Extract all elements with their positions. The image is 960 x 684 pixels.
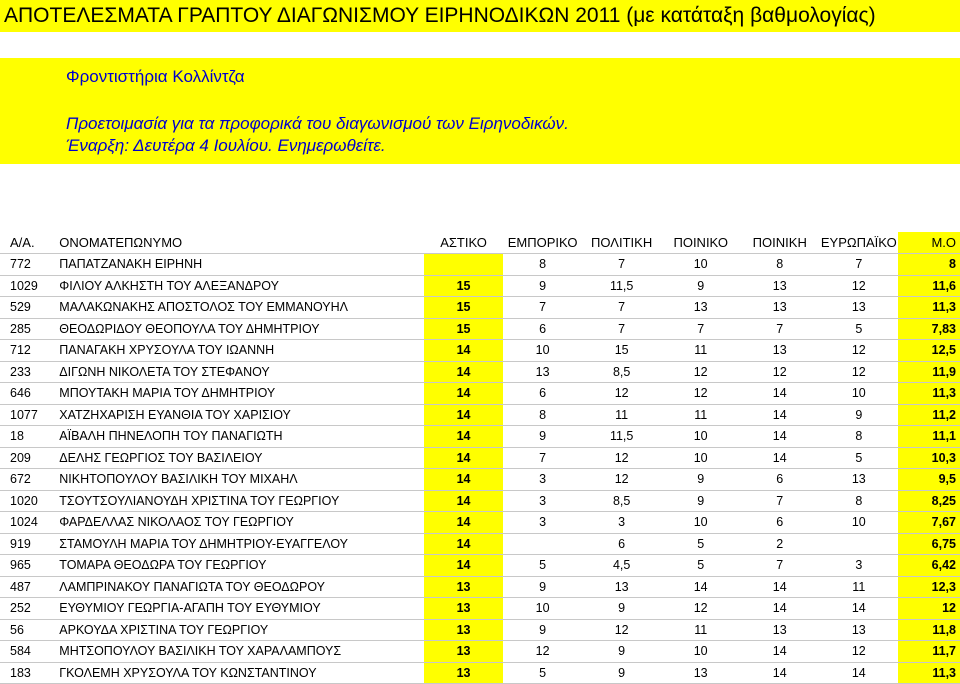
cell-poiniki: 14	[740, 662, 819, 684]
cell-astiko: 14	[424, 490, 503, 512]
table-row	[0, 318, 960, 340]
cell-name: ΠΑΠΑΤΖΑΝΑΚΗ ΕΙΡΗΝΗ	[49, 254, 424, 276]
cell-poiniki: 6	[740, 512, 819, 534]
table-row	[0, 533, 960, 555]
cell-name: ΓΚΟΛΕΜΗ ΧΡΥΣΟΥΛΑ ΤΟΥ ΚΩΝΣΤΑΝΤΙΝΟΥ	[49, 662, 424, 684]
cell-evropaiko: 13	[819, 469, 898, 491]
cell-id: 772	[0, 254, 49, 276]
table-row	[0, 447, 960, 469]
cell-politiki: 12	[582, 447, 661, 469]
cell-name: ΣΤΑΜΟΥΛΗ ΜΑΡΙΑ ΤΟΥ ΔΗΜΗΤΡΙΟΥ-ΕΥΑΓΓΕΛΟΥ	[49, 533, 424, 555]
cell-name: ΘΕΟΔΩΡΙΔΟΥ ΘΕΟΠΟΥΛΑ ΤΟΥ ΔΗΜΗΤΡΙΟΥ	[49, 318, 424, 340]
notice-line-2: Προετοιμασία για τα προφορικά του διαγωνισμού των Ειρηνοδικών.	[66, 114, 569, 133]
cell-evropaiko: 14	[819, 598, 898, 620]
cell-poiniki: 14	[740, 383, 819, 405]
page-title: ΑΠΟΤΕΛΕΣΜΑΤΑ ΓΡΑΠΤΟΥ ΔΙΑΓΩΝΙΣΜΟΥ ΕΙΡΗΝΟΔΙΚΩΝ 2011 (με κατάταξη βαθμολογίας)	[0, 0, 960, 32]
cell-name: ΑΡΚΟΥΔΑ ΧΡΙΣΤΙΝΑ ΤΟΥ ΓΕΩΡΓΙΟΥ	[49, 619, 424, 641]
cell-mo: 12,3	[898, 576, 960, 598]
cell-poiniki: 7	[740, 555, 819, 577]
cell-poiniki: 7	[740, 318, 819, 340]
cell-mo: 6,75	[898, 533, 960, 555]
notice-banner	[0, 58, 960, 164]
table-row	[0, 641, 960, 663]
cell-emporiko: 9	[503, 275, 582, 297]
col-header-astiko: ΑΣΤΙΚΟ	[424, 232, 503, 254]
cell-politiki: 11,5	[582, 275, 661, 297]
cell-astiko: 15	[424, 275, 503, 297]
cell-mo: 11,8	[898, 619, 960, 641]
cell-id: 672	[0, 469, 49, 491]
table-row	[0, 340, 960, 362]
cell-name: ΜΗΤΣΟΠΟΥΛΟΥ ΒΑΣΙΛΙΚΗ ΤΟΥ ΧΑΡΑΛΑΜΠΟΥΣ	[49, 641, 424, 663]
cell-politiki: 9	[582, 598, 661, 620]
cell-astiko: 14	[424, 447, 503, 469]
cell-astiko: 13	[424, 662, 503, 684]
cell-mo: 12	[898, 598, 960, 620]
cell-politiki: 3	[582, 512, 661, 534]
cell-emporiko: 9	[503, 619, 582, 641]
col-header-id: Α/Α.	[0, 232, 49, 254]
table-row	[0, 254, 960, 276]
col-header-evropaiko: ΕΥΡΩΠΑΪΚΟ	[819, 232, 898, 254]
cell-mo: 11,7	[898, 641, 960, 663]
cell-poiniki: 13	[740, 297, 819, 319]
cell-poiniko: 7	[661, 318, 740, 340]
results-table	[0, 232, 960, 684]
cell-poiniko: 13	[661, 662, 740, 684]
table-row	[0, 512, 960, 534]
cell-emporiko: 3	[503, 512, 582, 534]
cell-astiko	[424, 254, 503, 276]
cell-poiniki: 7	[740, 490, 819, 512]
cell-politiki: 8,5	[582, 490, 661, 512]
cell-id: 712	[0, 340, 49, 362]
table-row	[0, 469, 960, 491]
cell-id: 1020	[0, 490, 49, 512]
cell-id: 1077	[0, 404, 49, 426]
cell-mo: 11,3	[898, 297, 960, 319]
cell-poiniko: 14	[661, 576, 740, 598]
cell-emporiko: 7	[503, 447, 582, 469]
table-row	[0, 361, 960, 383]
cell-name: ΜΑΛΑΚΩΝΑΚΗΣ ΑΠΟΣΤΟΛΟΣ ΤΟΥ ΕΜΜΑΝΟΥΗΛ	[49, 297, 424, 319]
cell-emporiko: 10	[503, 340, 582, 362]
cell-poiniki: 14	[740, 426, 819, 448]
cell-emporiko: 3	[503, 469, 582, 491]
cell-id: 919	[0, 533, 49, 555]
cell-politiki: 7	[582, 254, 661, 276]
cell-evropaiko: 5	[819, 318, 898, 340]
cell-politiki: 4,5	[582, 555, 661, 577]
cell-astiko: 13	[424, 619, 503, 641]
cell-emporiko: 12	[503, 641, 582, 663]
cell-name: ΛΑΜΠΡΙΝΑΚΟΥ ΠΑΝΑΓΙΩΤΑ ΤΟΥ ΘΕΟΔΩΡΟΥ	[49, 576, 424, 598]
cell-politiki: 9	[582, 662, 661, 684]
col-header-emporiko: ΕΜΠΟΡΙΚΟ	[503, 232, 582, 254]
cell-evropaiko: 14	[819, 662, 898, 684]
cell-poiniko: 11	[661, 619, 740, 641]
cell-name: ΧΑΤΖΗΧΑΡΙΣΗ ΕΥΑΝΘΙΑ ΤΟΥ ΧΑΡΙΣΙΟΥ	[49, 404, 424, 426]
cell-poiniki: 14	[740, 404, 819, 426]
cell-poiniko: 11	[661, 404, 740, 426]
cell-poiniko: 12	[661, 383, 740, 405]
cell-astiko: 13	[424, 598, 503, 620]
cell-astiko: 13	[424, 576, 503, 598]
cell-politiki: 11,5	[582, 426, 661, 448]
cell-astiko: 15	[424, 318, 503, 340]
col-header-politiki: ΠΟΛΙΤΙΚΗ	[582, 232, 661, 254]
cell-emporiko: 8	[503, 404, 582, 426]
cell-id: 56	[0, 619, 49, 641]
cell-id: 18	[0, 426, 49, 448]
table-row	[0, 297, 960, 319]
cell-mo: 11,9	[898, 361, 960, 383]
cell-id: 1029	[0, 275, 49, 297]
table-row	[0, 275, 960, 297]
cell-poiniko: 10	[661, 641, 740, 663]
cell-politiki: 7	[582, 297, 661, 319]
cell-evropaiko: 10	[819, 512, 898, 534]
table-row	[0, 490, 960, 512]
cell-politiki: 7	[582, 318, 661, 340]
cell-mo: 7,83	[898, 318, 960, 340]
cell-evropaiko: 8	[819, 490, 898, 512]
cell-astiko: 14	[424, 426, 503, 448]
cell-mo: 8,25	[898, 490, 960, 512]
cell-evropaiko	[819, 533, 898, 555]
cell-politiki: 12	[582, 469, 661, 491]
cell-politiki: 8,5	[582, 361, 661, 383]
cell-poiniko: 12	[661, 361, 740, 383]
cell-emporiko: 6	[503, 318, 582, 340]
cell-name: ΠΑΝΑΓΑΚΗ ΧΡΥΣΟΥΛΑ ΤΟΥ ΙΩΑΝΝΗ	[49, 340, 424, 362]
cell-emporiko: 3	[503, 490, 582, 512]
cell-politiki: 13	[582, 576, 661, 598]
cell-politiki: 9	[582, 641, 661, 663]
cell-poiniki: 12	[740, 361, 819, 383]
cell-politiki: 12	[582, 383, 661, 405]
col-header-poiniko: ΠΟΙΝΙΚΟ	[661, 232, 740, 254]
cell-emporiko: 5	[503, 662, 582, 684]
cell-name: ΜΠΟΥΤΑΚΗ ΜΑΡΙΑ ΤΟΥ ΔΗΜΗΤΡΙΟΥ	[49, 383, 424, 405]
cell-politiki: 15	[582, 340, 661, 362]
cell-astiko: 14	[424, 361, 503, 383]
cell-astiko: 15	[424, 297, 503, 319]
header-row	[0, 232, 960, 254]
cell-mo: 11,2	[898, 404, 960, 426]
cell-id: 584	[0, 641, 49, 663]
cell-mo: 11,6	[898, 275, 960, 297]
cell-emporiko: 10	[503, 598, 582, 620]
col-header-mo: Μ.Ο	[898, 232, 960, 254]
cell-evropaiko: 13	[819, 619, 898, 641]
cell-id: 252	[0, 598, 49, 620]
table-row	[0, 426, 960, 448]
cell-poiniko: 5	[661, 555, 740, 577]
cell-mo: 7,67	[898, 512, 960, 534]
table-row	[0, 555, 960, 577]
cell-poiniko: 9	[661, 469, 740, 491]
cell-id: 233	[0, 361, 49, 383]
cell-name: ΤΟΜΑΡΑ ΘΕΟΔΩΡΑ ΤΟΥ ΓΕΩΡΓΙΟΥ	[49, 555, 424, 577]
cell-name: ΕΥΘΥΜΙΟΥ ΓΕΩΡΓΙΑ-ΑΓΑΠΗ ΤΟΥ ΕΥΘΥΜΙΟΥ	[49, 598, 424, 620]
cell-poiniko: 12	[661, 598, 740, 620]
cell-emporiko: 8	[503, 254, 582, 276]
cell-poiniko: 9	[661, 275, 740, 297]
cell-emporiko: 13	[503, 361, 582, 383]
cell-id: 285	[0, 318, 49, 340]
table-row	[0, 404, 960, 426]
table-row	[0, 662, 960, 684]
cell-id: 965	[0, 555, 49, 577]
cell-poiniko: 13	[661, 297, 740, 319]
table-row	[0, 598, 960, 620]
cell-mo: 11,1	[898, 426, 960, 448]
cell-evropaiko: 12	[819, 340, 898, 362]
cell-poiniki: 13	[740, 619, 819, 641]
cell-evropaiko: 9	[819, 404, 898, 426]
cell-name: ΝΙΚΗΤΟΠΟΥΛΟΥ ΒΑΣΙΛΙΚΗ ΤΟΥ ΜΙΧΑΗΛ	[49, 469, 424, 491]
cell-politiki: 12	[582, 619, 661, 641]
cell-id: 1024	[0, 512, 49, 534]
col-header-name: ΟΝΟΜΑΤΕΠΩΝΥΜΟ	[49, 232, 424, 254]
cell-name: ΑΪΒΑΛΗ ΠΗΝΕΛΟΠΗ ΤΟΥ ΠΑΝΑΓΙΩΤΗ	[49, 426, 424, 448]
cell-astiko: 14	[424, 340, 503, 362]
cell-id: 209	[0, 447, 49, 469]
cell-astiko: 14	[424, 512, 503, 534]
cell-poiniki: 13	[740, 275, 819, 297]
table-row	[0, 619, 960, 641]
cell-astiko: 14	[424, 404, 503, 426]
cell-poiniki: 14	[740, 641, 819, 663]
cell-evropaiko: 10	[819, 383, 898, 405]
cell-astiko: 14	[424, 469, 503, 491]
cell-poiniko: 10	[661, 512, 740, 534]
cell-evropaiko: 13	[819, 297, 898, 319]
cell-mo: 9,5	[898, 469, 960, 491]
cell-evropaiko: 7	[819, 254, 898, 276]
cell-poiniki: 2	[740, 533, 819, 555]
cell-astiko: 14	[424, 383, 503, 405]
cell-evropaiko: 12	[819, 361, 898, 383]
cell-evropaiko: 5	[819, 447, 898, 469]
cell-id: 487	[0, 576, 49, 598]
cell-name: ΦΑΡΔΕΛΛΑΣ ΝΙΚΟΛΑΟΣ ΤΟΥ ΓΕΩΡΓΙΟΥ	[49, 512, 424, 534]
cell-politiki: 11	[582, 404, 661, 426]
cell-poiniki: 13	[740, 340, 819, 362]
notice-line-1: Φροντιστήρια Κολλίντζα	[66, 67, 245, 86]
cell-id: 529	[0, 297, 49, 319]
notice-line-3: Έναρξη: Δευτέρα 4 Ιουλίου. Ενημερωθείτε.	[66, 136, 386, 155]
cell-emporiko: 9	[503, 426, 582, 448]
cell-emporiko	[503, 533, 582, 555]
cell-astiko: 13	[424, 641, 503, 663]
cell-evropaiko: 8	[819, 426, 898, 448]
cell-poiniki: 6	[740, 469, 819, 491]
cell-emporiko: 5	[503, 555, 582, 577]
cell-name: ΤΣΟΥΤΣΟΥΛΙΑΝΟΥΔΗ ΧΡΙΣΤΙΝΑ ΤΟΥ ΓΕΩΡΓΙΟΥ	[49, 490, 424, 512]
cell-name: ΦΙΛΙΟΥ ΑΛΚΗΣΤΗ ΤΟΥ ΑΛΕΞΑΝΔΡΟΥ	[49, 275, 424, 297]
table-row	[0, 576, 960, 598]
cell-astiko: 14	[424, 555, 503, 577]
cell-emporiko: 9	[503, 576, 582, 598]
cell-mo: 11,3	[898, 383, 960, 405]
cell-poiniki: 14	[740, 576, 819, 598]
cell-poiniko: 10	[661, 426, 740, 448]
cell-mo: 10,3	[898, 447, 960, 469]
cell-poiniki: 14	[740, 447, 819, 469]
cell-id: 183	[0, 662, 49, 684]
table-row	[0, 383, 960, 405]
cell-poiniko: 5	[661, 533, 740, 555]
cell-poiniki: 8	[740, 254, 819, 276]
cell-politiki: 6	[582, 533, 661, 555]
cell-poiniko: 10	[661, 254, 740, 276]
cell-astiko: 14	[424, 533, 503, 555]
cell-poiniko: 10	[661, 447, 740, 469]
cell-evropaiko: 11	[819, 576, 898, 598]
cell-name: ΔΕΛΗΣ ΓΕΩΡΓΙΟΣ ΤΟΥ ΒΑΣΙΛΕΙΟΥ	[49, 447, 424, 469]
cell-name: ΔΙΓΩΝΗ ΝΙΚΟΛΕΤΑ ΤΟΥ ΣΤΕΦΑΝΟΥ	[49, 361, 424, 383]
cell-evropaiko: 3	[819, 555, 898, 577]
cell-emporiko: 7	[503, 297, 582, 319]
cell-mo: 8	[898, 254, 960, 276]
cell-id: 646	[0, 383, 49, 405]
cell-poiniko: 11	[661, 340, 740, 362]
cell-mo: 11,3	[898, 662, 960, 684]
cell-emporiko: 6	[503, 383, 582, 405]
cell-evropaiko: 12	[819, 641, 898, 663]
cell-mo: 12,5	[898, 340, 960, 362]
cell-poiniki: 14	[740, 598, 819, 620]
cell-mo: 6,42	[898, 555, 960, 577]
cell-poiniko: 9	[661, 490, 740, 512]
col-header-poiniki: ΠΟΙΝΙΚΗ	[740, 232, 819, 254]
cell-evropaiko: 12	[819, 275, 898, 297]
